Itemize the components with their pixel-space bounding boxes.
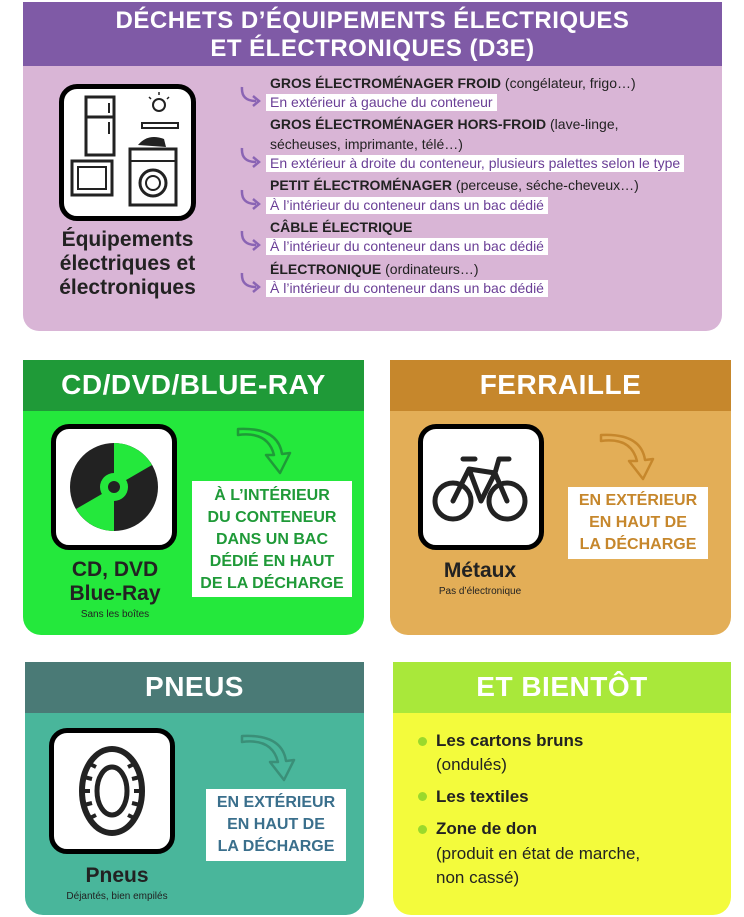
cd-caption [40, 558, 190, 606]
d3e-title-line1: DÉCHETS D’ÉQUIPEMENTS ÉLECTRIQUES [115, 7, 630, 34]
pneus-header [25, 662, 364, 713]
d3e-item-2-detail: (lave-linge, [550, 116, 619, 132]
curved-arrow-icon [597, 433, 657, 483]
appliances-icon [59, 84, 196, 221]
bientot-item-1-label: Les cartons bruns [436, 731, 584, 750]
cd-caption-line1: CD, DVD [71, 558, 159, 581]
pneus-note: Déjantés, bien empilés [66, 891, 168, 902]
pneus-instruction [206, 789, 346, 861]
d3e-caption-line3: électroniques [59, 276, 196, 299]
d3e-item-3-location: À l’intérieur du conteneur dans un bac dédié [266, 197, 548, 214]
d3e-header [23, 2, 722, 66]
pneus-instruction-line1: EN EXTÉRIEUR [216, 794, 336, 811]
d3e-item-4-title-row [270, 219, 412, 236]
d3e-item-2-location: En extérieur à droite du conteneur, plusieurs palettes selon le type [266, 155, 684, 172]
d3e-item-3-detail: (perceuse, séche-cheveux…) [455, 177, 639, 193]
d3e-item-2-detail2: sécheuses, imprimante, télé…) [270, 136, 463, 152]
pneus-title: PNEUS [145, 671, 244, 702]
ferraille-header [390, 360, 731, 411]
ferraille-title: FERRAILLE [479, 369, 642, 400]
cd-instruction-line1: À L’INTÉRIEUR [214, 487, 330, 504]
bullet-icon [418, 737, 427, 746]
pneus-caption: Pneus [85, 864, 149, 887]
ferraille-caption: Métaux [443, 559, 517, 582]
pneus-instruction-line3: LA DÉCHARGE [217, 838, 335, 855]
bullet-icon [418, 825, 427, 834]
tire-icon [49, 728, 175, 854]
cd-note: Sans les boîtes [80, 609, 150, 620]
d3e-icon-caption [40, 228, 215, 300]
cd-instruction-line4: DÉDIÉ EN HAUT [209, 553, 335, 570]
ferraille-note: Pas d’électronique [438, 586, 522, 597]
d3e-item-3-title-row [270, 177, 639, 194]
d3e-item-5-detail: (ordinateurs…) [385, 261, 479, 277]
curved-arrow-icon [234, 427, 294, 477]
bicycle-icon [418, 424, 544, 550]
d3e-item-2-title: GROS ÉLECTROMÉNAGER HORS-FROID [270, 116, 547, 132]
bullet-icon [418, 792, 427, 801]
curved-arrow-icon [238, 85, 264, 109]
d3e-item-4-location: À l’intérieur du conteneur dans un bac dédié [266, 238, 548, 255]
cd-header [23, 360, 364, 411]
curved-arrow-icon [238, 271, 264, 295]
bientot-item-1-detail: (ondulés) [436, 755, 507, 774]
bientot-title: ET BIENTÔT [476, 671, 648, 702]
d3e-caption-line1: Équipements [61, 228, 194, 251]
d3e-item-1-title-row [270, 75, 636, 92]
bientot-item-3-detail2: non cassé) [436, 868, 520, 887]
disc-icon [51, 424, 177, 550]
ferraille-instruction-line1: EN EXTÉRIEUR [578, 492, 698, 509]
pneus-instruction-line2: EN HAUT DE [227, 816, 325, 833]
d3e-title-line2: ET ÉLECTRONIQUES (D3E) [210, 35, 535, 62]
d3e-item-5-title: ÉLECTRONIQUE [270, 261, 382, 277]
curved-arrow-icon [238, 229, 264, 253]
cd-instruction-line3: DANS UN BAC [216, 531, 328, 548]
ferraille-instruction-line3: LA DÉCHARGE [579, 536, 697, 553]
d3e-item-1-detail: (congélateur, frigo…) [504, 75, 636, 91]
d3e-item-1-location: En extérieur à gauche du conteneur [266, 94, 497, 111]
d3e-item-5-title-row [270, 261, 479, 278]
bientot-item-3-label: Zone de don [436, 819, 538, 838]
d3e-item-5-location: À l’intérieur du conteneur dans un bac dédié [266, 280, 548, 297]
d3e-item-2-title-row [270, 116, 619, 133]
d3e-item-4-title: CÂBLE ÉLECTRIQUE [270, 219, 413, 235]
ferraille-instruction [568, 487, 708, 559]
curved-arrow-icon [238, 146, 264, 170]
d3e-item-3-title: PETIT ÉLECTROMÉNAGER [270, 177, 453, 193]
d3e-item-1-title: GROS ÉLECTROMÉNAGER FROID [270, 75, 502, 91]
cd-title: CD/DVD/BLUE-RAY [61, 369, 326, 400]
d3e-caption-line2: électriques et [59, 252, 196, 275]
bientot-header [393, 662, 731, 713]
curved-arrow-icon [238, 734, 298, 784]
ferraille-instruction-line2: EN HAUT DE [589, 514, 687, 531]
bientot-item-2-label: Les textiles [436, 787, 529, 806]
bientot-item-3-detail: (produit en état de marche, [436, 844, 641, 863]
curved-arrow-icon [238, 188, 264, 212]
cd-instruction [192, 481, 352, 597]
cd-instruction-line5: DE LA DÉCHARGE [200, 575, 344, 592]
cd-caption-line2: Blue-Ray [69, 582, 161, 605]
cd-instruction-line2: DU CONTENEUR [207, 509, 337, 526]
